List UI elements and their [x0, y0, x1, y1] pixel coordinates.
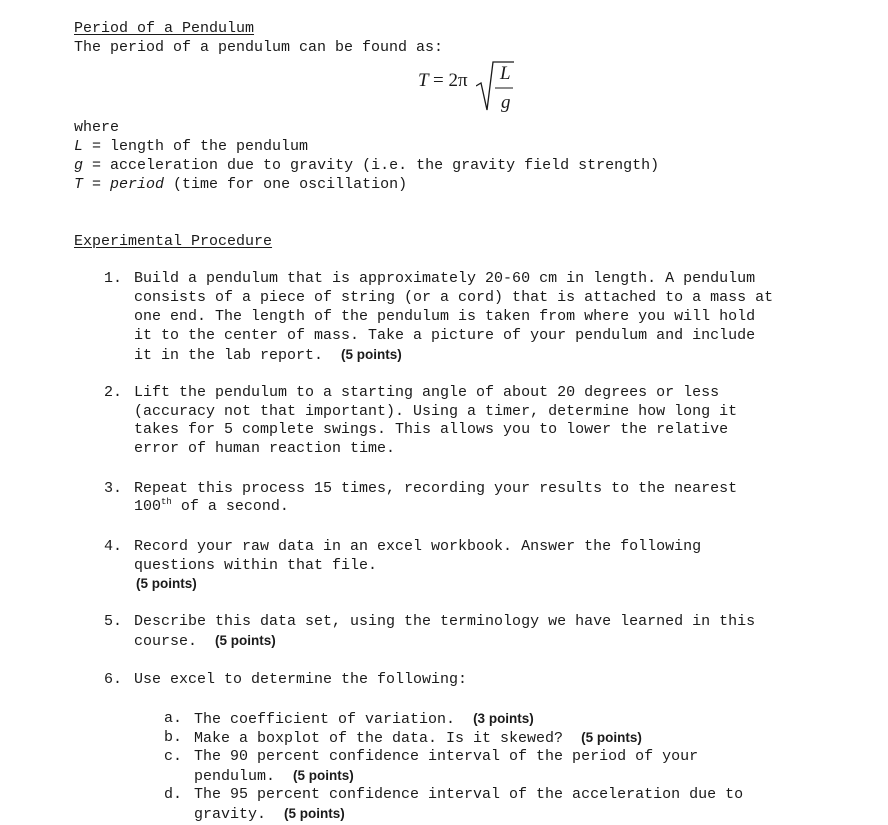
step-1-line: it to the center of mass. Take a picture of your pendulum and include [134, 327, 756, 344]
def-eq: = [83, 176, 111, 193]
subitem-text: gravity. [194, 806, 267, 823]
step-number: 1. [104, 270, 123, 287]
step-text: it in the lab report. [134, 347, 324, 364]
definition-period [74, 175, 407, 194]
step-text: of a second. [171, 498, 289, 515]
subitem-text: The coefficient of variation. [194, 711, 456, 728]
step-number: 2. [104, 384, 123, 401]
step-1-line: one end. The length of the pendulum is taken from where you will hold [134, 308, 756, 325]
step-5-line: Describe this data set, using the terminology we have learned in this [134, 613, 756, 630]
step-text: course. [134, 633, 198, 650]
subitem-a [194, 709, 534, 729]
definition-gravity [74, 156, 659, 175]
subitem-d-line: The 95 percent confidence interval of the acceleration due to [194, 786, 744, 803]
step-number: 5. [104, 613, 123, 630]
def-text: length of the pendulum [110, 138, 309, 155]
subitem-b [194, 728, 642, 748]
formula-numerator: L [500, 63, 511, 84]
intro-text: The period of a pendulum can be found as: [74, 39, 444, 56]
step-2-line: (accuracy not that important). Using a timer, determine how long it [134, 403, 738, 420]
points-label: (5 points) [284, 806, 345, 821]
def-symbol: T [74, 176, 84, 193]
step-3-line: Repeat this process 15 times, recording your results to the nearest [134, 480, 738, 497]
subitem-c-line-last [194, 766, 354, 786]
step-1-line: Build a pendulum that is approximately 20-60 cm in length. A pendulum [134, 270, 756, 287]
subitem-letter: a. [164, 710, 183, 727]
step-1-line-last [134, 345, 402, 365]
points-label: (5 points) [581, 730, 642, 745]
superscript-th: th [161, 497, 172, 507]
section-title-pendulum: Period of a Pendulum [74, 20, 255, 37]
def-symbol: g [74, 157, 84, 174]
formula-denominator: g [501, 92, 511, 113]
step-number: 6. [104, 671, 123, 688]
step-2-line: error of human reaction time. [134, 440, 396, 457]
step-6-line: Use excel to determine the following: [134, 671, 468, 688]
def-text: acceleration due to gravity (i.e. the gravity field strength) [110, 157, 660, 174]
step-number: 4. [104, 538, 123, 555]
formula-lhs: T [418, 70, 429, 91]
def-eq: = [83, 157, 111, 174]
def-eq: = [83, 138, 111, 155]
step-2-line: takes for 5 complete swings. This allows you to lower the relative [134, 421, 729, 438]
subitem-text: Make a boxplot of the data. Is it skewed? [194, 730, 564, 747]
points-label: (5 points) [341, 347, 402, 362]
formula-eq: = 2π [433, 70, 468, 91]
points-label: (5 points) [215, 633, 276, 648]
def-text: (time for one oscillation) [164, 176, 408, 193]
def-term: period [110, 176, 165, 193]
subitem-c-line: The 90 percent confidence interval of the period of your [194, 748, 699, 765]
step-text: 100 [134, 498, 162, 515]
step-5-line-last [134, 631, 276, 651]
definition-length [74, 137, 308, 156]
step-4-line: Record your raw data in an excel workbook. Answer the following [134, 538, 702, 555]
section-title-procedure: Experimental Procedure [74, 233, 273, 250]
step-2-line: Lift the pendulum to a starting angle of about 20 degrees or less [134, 384, 720, 401]
points-label: (3 points) [473, 711, 534, 726]
subitem-letter: d. [164, 786, 183, 803]
points-label: (5 points) [293, 768, 354, 783]
subitem-text: pendulum. [194, 768, 276, 785]
subitem-d-line-last [194, 804, 345, 824]
where-label: where [74, 119, 120, 136]
subitem-letter: b. [164, 729, 183, 746]
step-3-line-last [134, 497, 289, 516]
subitem-letter: c. [164, 748, 183, 765]
step-1-line: consists of a piece of string (or a cord) that is attached to a mass at [134, 289, 774, 306]
step-number: 3. [104, 480, 123, 497]
step-4-line: questions within that file. [134, 557, 378, 574]
def-symbol: L [74, 138, 84, 155]
points-label: (5 points) [136, 576, 197, 591]
